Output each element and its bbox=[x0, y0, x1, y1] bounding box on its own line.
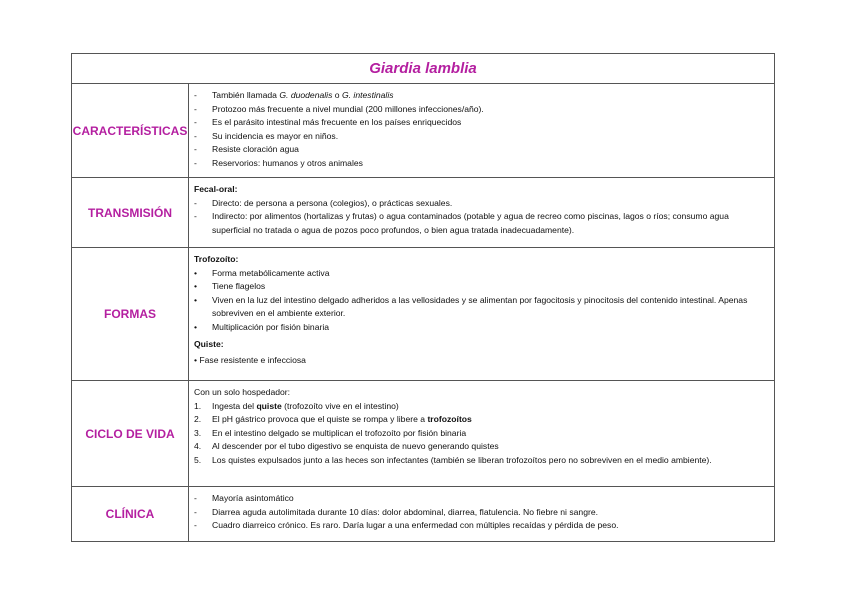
transmission-heading: Fecal-oral: bbox=[194, 184, 238, 194]
list-item: - Su incidencia es mayor en niños. bbox=[194, 130, 339, 141]
row-label-caracteristicas: CARACTERÍSTICAS bbox=[72, 84, 189, 177]
giardia-table bbox=[71, 53, 775, 542]
row-content-formas bbox=[189, 248, 774, 380]
list-item: - También llamada G. duodenalis o G. intestinalis bbox=[194, 90, 394, 100]
row-label-formas: FORMAS bbox=[72, 248, 189, 380]
list-item: • Forma metabólicamente activa bbox=[194, 267, 330, 278]
list-item: - Protozoo más frecuente a nivel mundial (200 millones infecciones/año). bbox=[194, 103, 484, 114]
list-item: 1. Ingesta del quiste (trofozoíto vive en el intestino) bbox=[194, 400, 399, 411]
list-item: • Multiplicación por fisión binaria bbox=[194, 321, 330, 332]
row-content-ciclo bbox=[189, 381, 774, 486]
row-formas bbox=[72, 248, 774, 381]
row-transmision bbox=[72, 178, 774, 248]
list-item: - Reservorios: humanos y otros animales bbox=[194, 157, 363, 168]
row-content-clinica bbox=[189, 487, 774, 541]
list-item: - Directo: de persona a persona (colegios), o prácticas sexuales. bbox=[194, 197, 453, 208]
row-label-clinica: CLÍNICA bbox=[72, 487, 189, 541]
list-item: - Cuadro diarreico crónico. Es raro. Daría lugar a una enfermedad con múltiples recaídas y pérdida de peso. bbox=[194, 520, 619, 531]
row-ciclo bbox=[72, 381, 774, 487]
list-item: 3. En el intestino delgado se multiplican el trofozoíto por fisión binaria bbox=[194, 427, 467, 438]
list-item: 4. Al descender por el tubo digestivo se enquista de nuevo generando quistes bbox=[194, 441, 499, 452]
trophozoite-heading: Trofozoíto: bbox=[194, 254, 239, 264]
cyst-heading: Quiste: bbox=[194, 338, 224, 349]
row-caracteristicas bbox=[72, 84, 774, 178]
row-label-transmision: TRANSMISIÓN bbox=[72, 178, 189, 247]
row-clinica bbox=[72, 487, 774, 541]
list-item: - Mayoría asintomático bbox=[194, 493, 294, 503]
list-item: • Tiene flagelos bbox=[194, 281, 266, 292]
cycle-intro: Con un solo hospedador: bbox=[194, 387, 291, 397]
list-item: 2. El pH gástrico provoca que el quiste se rompa y libere a trofozoítos bbox=[194, 414, 472, 425]
table-title: Giardia lamblia bbox=[72, 54, 774, 84]
list-item: - Indirecto: por alimentos (hortalizas y frutas) o agua contaminados (potable y agua de recreo como piscinas, lagos o ríos; consumo agua superficial no tratada o agua de pozos poco profundos, o bien agua tratada inadecuadamente). bbox=[194, 211, 729, 235]
list-item: - Diarrea aguda autolimitada durante 10 días: dolor abdominal, diarrea, flatulencia. No fiebre ni sangre. bbox=[194, 506, 598, 517]
list-item: • Viven en la luz del intestino delgado adheridos a las vellosidades y se alimentan por fagocitosis y pinocitosis del contenido intestinal. Apenas sobreviven en el ambiente exterior. bbox=[194, 294, 748, 319]
list-item: - Es el parásito intestinal más frecuente en los países enriquecidos bbox=[194, 117, 462, 128]
row-label-ciclo: CICLO DE VIDA bbox=[72, 381, 189, 486]
row-content-caracteristicas bbox=[189, 84, 774, 177]
list-item: - Resiste cloración agua bbox=[194, 144, 299, 155]
row-content-transmision bbox=[189, 178, 774, 247]
list-item: 5. Los quistes expulsados junto a las heces son infectantes (también se liberan trofozoítos pero no sobreviven en el medio ambiente). bbox=[194, 454, 712, 465]
list-item: • Fase resistente e infecciosa bbox=[194, 355, 306, 366]
